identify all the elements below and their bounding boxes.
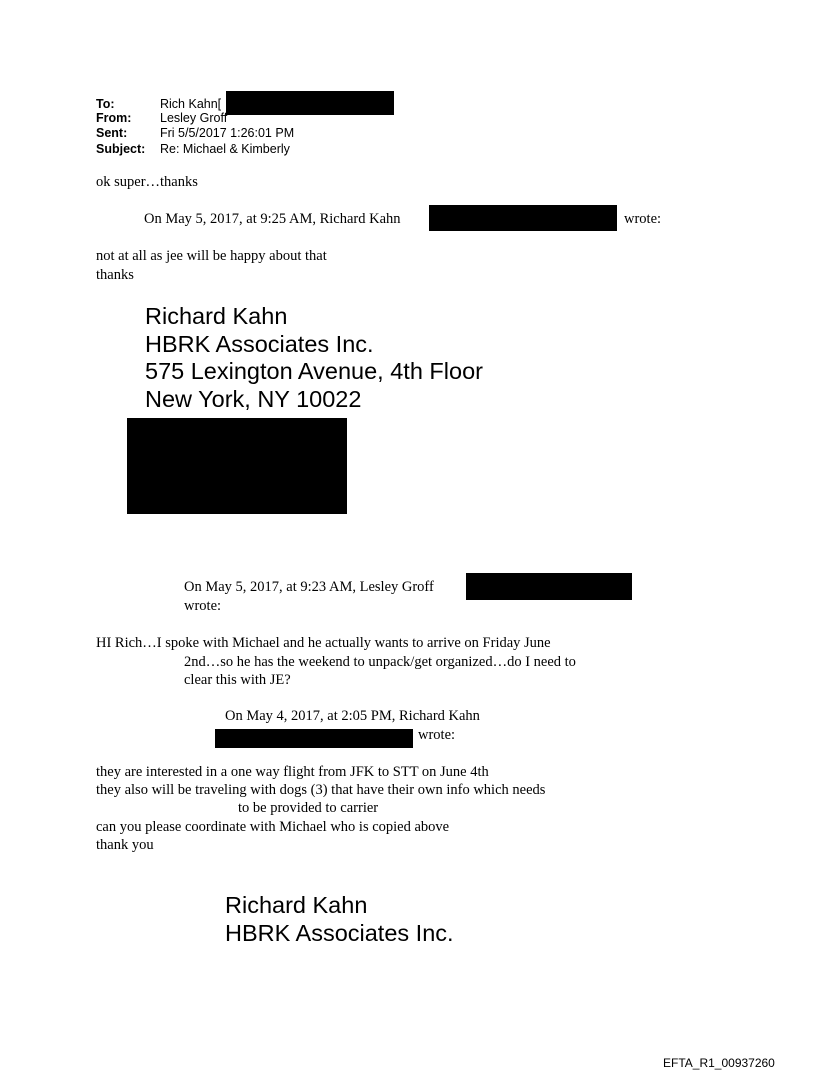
sent-value: Fri 5/5/2017 1:26:01 PM <box>160 126 295 140</box>
to-label: To: <box>96 97 115 111</box>
quote2-line: 2nd…so he has the weekend to unpack/get organized…do I need to <box>184 654 576 670</box>
from-value: Lesley Groff <box>160 111 228 125</box>
redaction-box <box>226 91 394 115</box>
quote3-line: thank you <box>96 837 154 853</box>
signature-company: HBRK Associates Inc. <box>145 331 374 357</box>
quote1-intro: On May 5, 2017, at 9:25 AM, Richard Kahn <box>144 211 401 227</box>
signature-address: New York, NY 10022 <box>145 386 362 412</box>
quote1-line: thanks <box>96 267 134 283</box>
subject-value: Re: Michael & Kimberly <box>160 142 290 156</box>
redaction-box <box>466 573 632 600</box>
document-id: EFTA_R1_00937260 <box>663 1056 775 1070</box>
quote1-intro-wrote: wrote: <box>624 211 662 227</box>
quote3-line: they are interested in a one way flight from JFK to STT on June 4th <box>96 764 489 780</box>
quote3-intro: On May 4, 2017, at 2:05 PM, Richard Kahn <box>225 708 480 724</box>
redaction-box <box>215 729 413 748</box>
redaction-box <box>127 418 347 514</box>
to-value: Rich Kahn[ <box>160 97 222 111</box>
quote3-intro-wrote: wrote: <box>418 727 456 743</box>
quote2-line: HI Rich…I spoke with Michael and he actually wants to arrive on Friday June <box>96 635 551 651</box>
signature-company: HBRK Associates Inc. <box>225 920 454 946</box>
signature-name: Richard Kahn <box>225 892 368 918</box>
redaction-box <box>429 205 617 231</box>
subject-label: Subject: <box>96 142 146 156</box>
reply-text: ok super…thanks <box>96 174 198 190</box>
signature-name: Richard Kahn <box>145 303 288 329</box>
quote1-line: not at all as jee will be happy about that <box>96 248 327 264</box>
quote3-line: to be provided to carrier <box>238 800 379 816</box>
quote2-intro-wrote: wrote: <box>184 598 222 614</box>
quote3-line: can you please coordinate with Michael who is copied above <box>96 819 450 835</box>
quote2-line: clear this with JE? <box>184 672 291 688</box>
sent-label: Sent: <box>96 126 128 140</box>
from-label: From: <box>96 111 132 125</box>
quote2-intro: On May 5, 2017, at 9:23 AM, Lesley Groff <box>184 579 434 595</box>
signature-address: 575 Lexington Avenue, 4th Floor <box>145 358 483 384</box>
quote3-line: they also will be traveling with dogs (3) that have their own info which needs <box>96 782 546 798</box>
